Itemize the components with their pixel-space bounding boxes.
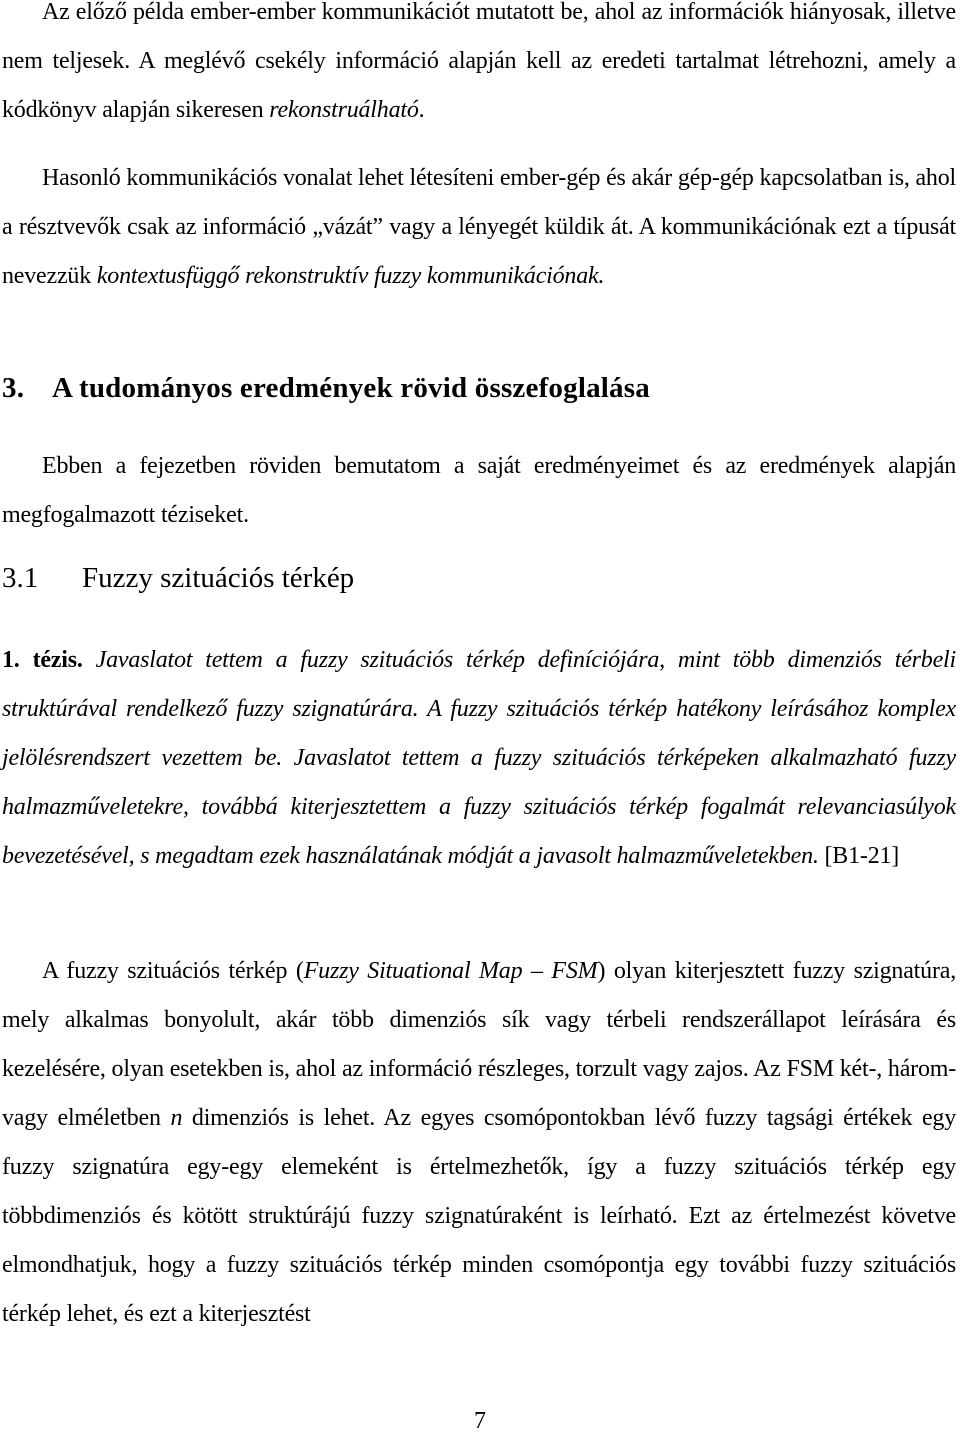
- paragraph-text: A fuzzy szituációs térkép (: [42, 958, 304, 984]
- italic-term: Fuzzy Situational Map – FSM: [303, 958, 598, 984]
- paragraph-fsm-definition: [2, 947, 956, 1339]
- thesis-text: Javaslatot tettem a fuzzy szituációs térkép definíciójára, mint több dimenziós térbeli struktúrával rendelkező fuzzy szignatúrára. A fuzzy szituációs térkép hatékony leírásához komplex jelölésrendszert vezettem be. Javaslatot tettem a fuzzy szituációs térképeken alkalmazható fuzzy halmazműveletekre, továbbá kiterjesztettem a fuzzy szituációs térkép fogalmát relevanciasúlyok bevezetésével, s megadtam ezek használatának módját a javasolt halmazműveletekben.: [2, 647, 956, 869]
- paragraph-text: Az előző példa ember-ember kommunikációt mutatott be, ahol az információk hiányosak, illetve nem teljesek. A meglévő csekély információ alapján kell az eredeti tartalmat létrehozni, amely a kódkönyv alapján sikeresen: [2, 0, 956, 123]
- subsection-number: 3.1: [2, 562, 39, 594]
- paragraph-text: dimenziós is lehet. Az egyes csomópontokban lévő fuzzy tagsági értékek egy fuzzy szignatúra egy-egy elemeként is értelmezhetők, így a fuzzy szituációs térkép egy többdimenziós és kötött struktúrájú fuzzy szignatúraként is leírható. Ezt az értelmezést követve elmondhatjuk, hogy a fuzzy szituációs térkép minden csomópontja egy további fuzzy szituációs térkép lehet, és ezt a kiterjesztést: [2, 1105, 957, 1327]
- section-number: 3.: [2, 372, 25, 404]
- italic-term: rekonstruálható: [269, 97, 419, 123]
- thesis-paragraph: [2, 636, 956, 881]
- paragraph-communication-type: [2, 154, 956, 301]
- paragraph-text: ) olyan kiterjesztett fuzzy szignatúra, mely alkalmas bonyolult, akár több dimenziós sík vagy térbeli rendszerállapot leírására és kezelésére, olyan esetekben is, ahol az információ részleges, torzult vagy zajos. Az FSM két-, három- vagy elméletben: [2, 958, 956, 1131]
- italic-term: kontextusfüggő rekonstruktív fuzzy kommunikációnak.: [96, 263, 605, 289]
- paragraph-reconstruction-example: [2, 0, 956, 135]
- paragraph-chapter-intro: [2, 442, 956, 540]
- italic-term: n: [170, 1105, 183, 1131]
- subsection-title: Fuzzy szituációs térkép: [82, 562, 355, 594]
- section-heading: [2, 372, 650, 405]
- thesis-reference: [B1-21]: [818, 843, 900, 869]
- thesis-label: 1. tézis.: [2, 647, 83, 673]
- subsection-heading: [2, 562, 354, 595]
- paragraph-text: Hasonló kommunikációs vonalat lehet létesíteni ember-gép és akár gép-gép kapcsolatban is, ahol a résztvevők csak az információ „vázát” vagy a lényegét küldik át. A kommunikációnak ezt a típusát nevezzük: [2, 165, 956, 289]
- paragraph-text: Ebben a fejezetben röviden bemutatom a saját eredményeimet és az eredmények alapján megfogalmazott téziseket.: [2, 453, 956, 528]
- paragraph-text: .: [418, 97, 425, 123]
- page-number: 7: [474, 1408, 486, 1434]
- section-title: A tudományos eredmények rövid összefoglalása: [52, 372, 650, 404]
